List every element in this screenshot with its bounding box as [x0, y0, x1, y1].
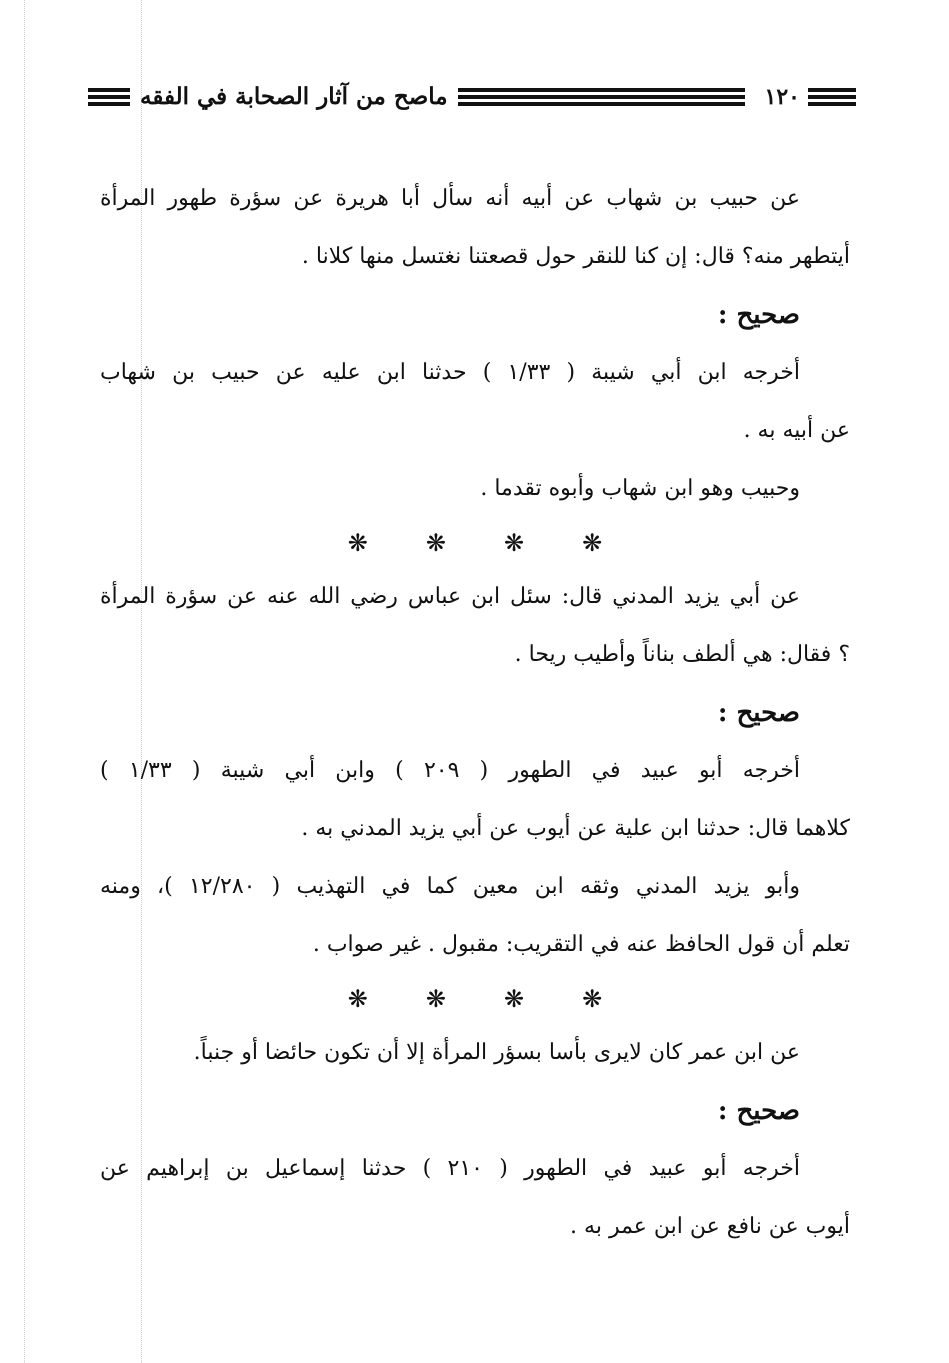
- narration-line: عن ابن عمر كان لايرى بأسا بسؤر المرأة إلا أن تكون حائضا أو جنباً.: [193, 1040, 800, 1065]
- page-number: ١٢٠: [764, 84, 800, 110]
- narration-line: عن أبي يزيد المدني قال: سئل ابن عباس رضي الله عنه عن سؤرة المرأة: [100, 584, 800, 609]
- grading-heading: صحيح :: [717, 698, 800, 728]
- grading-heading: صحيح :: [717, 1096, 800, 1126]
- takhrij-line: وأبو يزيد المدني وثقه ابن معين كما في التهذيب ( ١٢/٢٨٠ )، ومنه: [100, 874, 800, 899]
- page-body: [100, 170, 850, 1256]
- takhrij-line: أخرجه ابن أبي شيبة ( ١/٣٣ ) حدثنا ابن عليه عن حبيب بن شهاب: [100, 360, 800, 385]
- narration-line: عن حبيب بن شهاب عن أبيه أنه سأل أبا هريرة عن سؤرة طهور المرأة: [100, 186, 800, 211]
- takhrij-line: أيوب عن نافع عن ابن عمر به .: [570, 1214, 850, 1239]
- grading-heading: صحيح :: [717, 300, 800, 330]
- narration-line: أيتطهر منه؟ قال: إن كنا للنقر حول قصعتنا نغتسل منها كلانا .: [301, 244, 850, 269]
- asterism-icon: ❋: [425, 529, 446, 557]
- header-rule-left: [88, 88, 130, 106]
- asterism-icon: ❋: [582, 985, 603, 1013]
- section-separator: [100, 974, 850, 1024]
- asterism-icon: ❋: [504, 985, 525, 1013]
- asterism-icon: ❋: [425, 985, 446, 1013]
- takhrij-line: تعلم أن قول الحافظ عنه في التقريب: مقبول . غير صواب .: [312, 932, 850, 957]
- running-title: ماصح من آثار الصحابة في الفقه: [140, 83, 448, 110]
- takhrij-line: كلاهما قال: حدثنا ابن علية عن أيوب عن أبي يزيد المدني به .: [301, 816, 850, 841]
- header-rule-right: [808, 88, 856, 106]
- asterism-icon: ❋: [582, 529, 603, 557]
- takhrij-line: وحبيب وهو ابن شهاب وأبوه تقدما .: [480, 476, 800, 501]
- takhrij-line: أخرجه أبو عبيد في الطهور ( ٢٠٩ ) وابن أبي شيبة ( ١/٣٣ ): [100, 758, 801, 783]
- asterism-icon: ❋: [504, 529, 525, 557]
- header-rule-middle: [458, 88, 745, 106]
- scan-guide-line: [24, 0, 25, 1363]
- asterism-icon: ❋: [347, 529, 368, 557]
- asterism-icon: ❋: [347, 985, 368, 1013]
- running-header: [88, 80, 856, 114]
- takhrij-line: عن أبيه به .: [743, 418, 850, 443]
- narration-line: ؟ فقال: هي ألطف بناناً وأطيب ريحا .: [514, 642, 850, 667]
- takhrij-line: أخرجه أبو عبيد في الطهور ( ٢١٠ ) حدثنا إسماعيل بن إبراهيم عن: [100, 1156, 800, 1181]
- section-separator: [100, 518, 850, 568]
